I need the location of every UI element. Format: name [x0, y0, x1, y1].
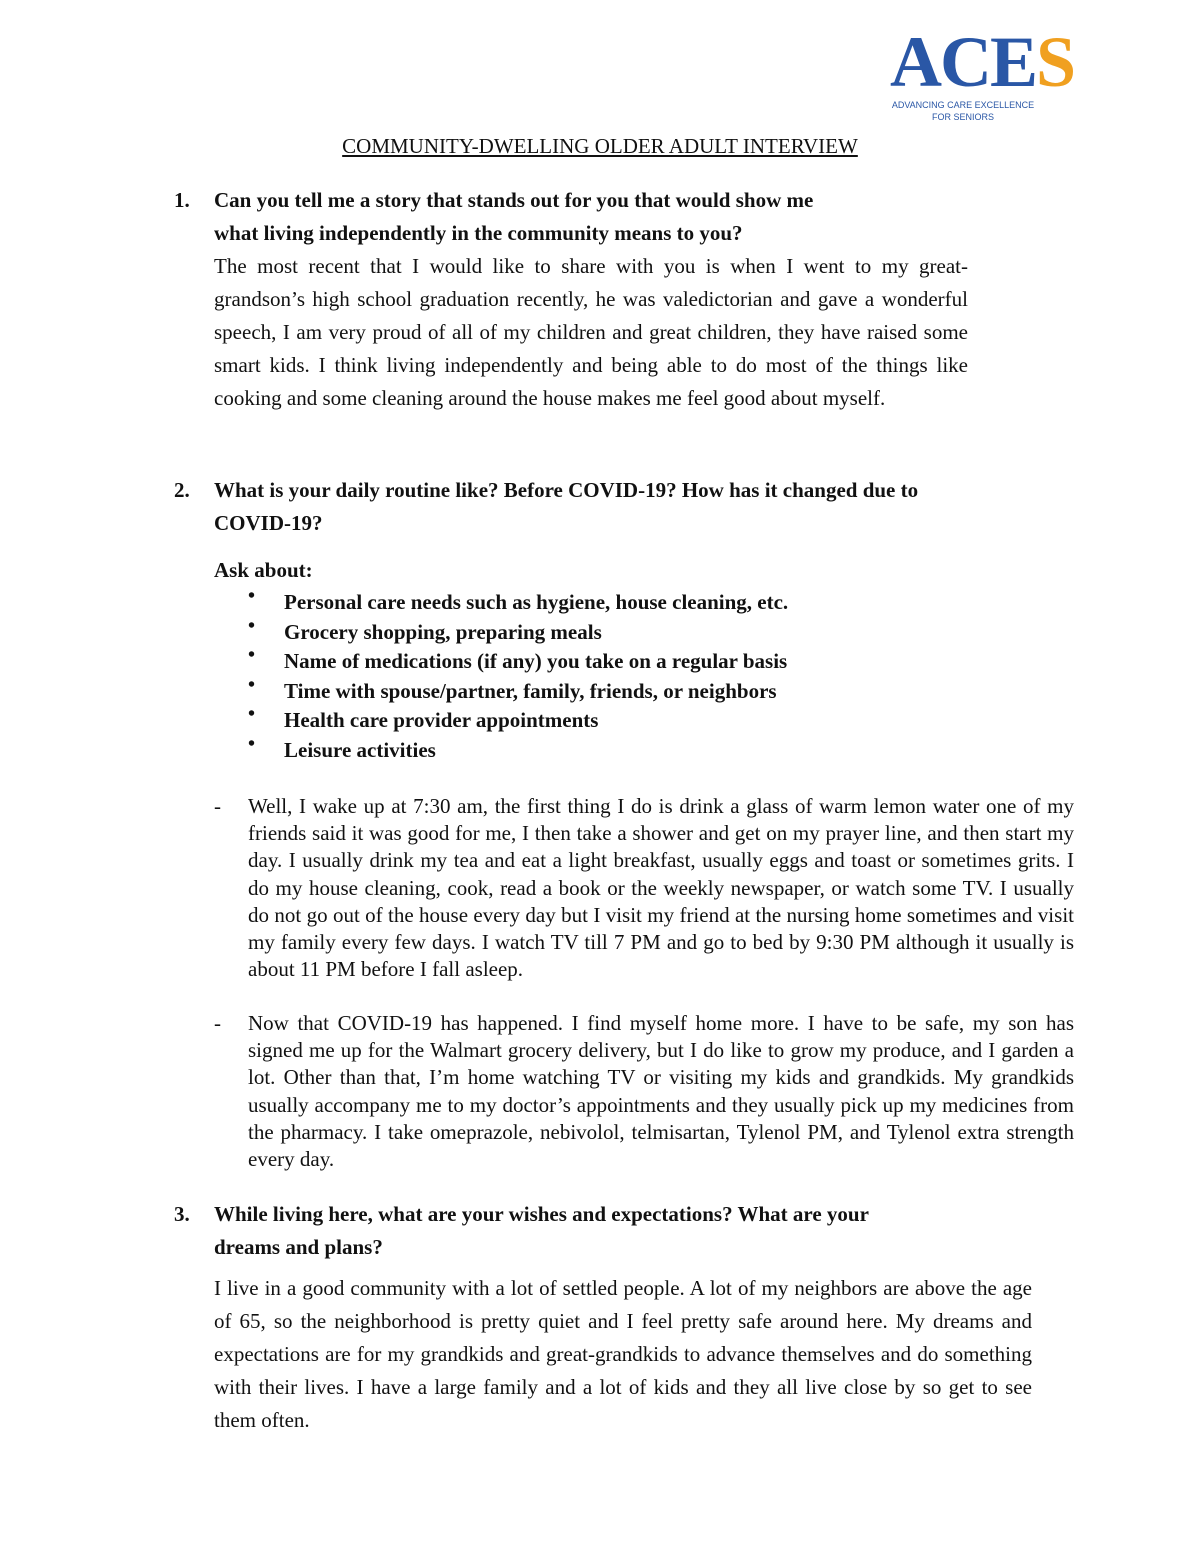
answer-3: I live in a good community with a lot of settled people. A lot of my neighbors are above the age of 65, so the neighborhood is pretty quiet and I feel pretty safe around here. My dreams and expectations are for my grandkids and great-grandkids to advance themselves and do something with their lives. I have a large family and a lot of kids and they all live close by so get to see them often.	[214, 1276, 1032, 1432]
list-item-text: Personal care needs such as hygiene, house cleaning, etc.	[284, 590, 789, 614]
list-item-text: Grocery shopping, preparing meals	[284, 619, 602, 644]
logo-wordmark	[890, 22, 1075, 102]
question-text	[214, 474, 918, 540]
dash-marker: -	[214, 1011, 221, 1035]
bullet-icon: •	[248, 673, 256, 696]
dash-marker: -	[214, 794, 221, 818]
question-number: 2.	[174, 478, 190, 502]
question-line: what living independently in the community means to you?	[214, 221, 743, 245]
ask-about-label: Ask about:	[214, 558, 313, 582]
question-text	[214, 184, 813, 250]
list-item-text: Time with spouse/partner, family, friends, or neighbors	[284, 678, 777, 703]
ask-about-list	[244, 585, 789, 765]
logo-tagline-line2: FOR SENIORS	[931, 111, 994, 122]
list-item	[244, 732, 788, 766]
list-item-text: Name of medications (if any) you take on a regular basis	[284, 649, 788, 673]
logo-wordmark-s: S	[1036, 22, 1075, 102]
bullet-icon: •	[248, 644, 256, 666]
question-line: dreams and plans?	[214, 1235, 383, 1259]
question-line: While living here, what are your wishes and expectations? What are your	[214, 1202, 869, 1226]
question-line: COVID-19?	[214, 511, 323, 535]
list-item	[244, 585, 789, 618]
question-number: 1.	[174, 188, 190, 212]
logo-tagline	[882, 100, 1044, 123]
list-item	[244, 614, 788, 648]
aces-logo	[878, 22, 1075, 130]
answer-text: Well, I wake up at 7:30 am, the first thing I do is drink a glass of warm lemon water one of my friends said it was good for me, I then take a shower and get on my prayer line, and then start my day. I usually drink my tea and eat a light breakfast, usually eggs and toast or sometimes grits. I do my house cleaning, cook, read a book or the weekly newspaper, or watch some TV. I usually do not go out of the house every day but I visit my friend at the nursing home sometimes and visit my family every few days. I watch TV till 7 PM and go to bed by 9:30 PM although it usually is about 11 PM before I fall asleep.	[248, 794, 1074, 982]
list-item	[244, 673, 788, 707]
page-title: COMMUNITY-DWELLING OLDER ADULT INTERVIEW	[342, 134, 858, 158]
bullet-icon: •	[248, 732, 256, 755]
logo-wordmark-ace: ACE	[890, 22, 1037, 102]
question-number: 3.	[174, 1202, 190, 1226]
list-item-text: Leisure activities	[284, 737, 436, 762]
list-item	[244, 703, 788, 736]
bullet-icon: •	[248, 585, 256, 607]
question-text	[214, 1198, 869, 1264]
answer-text: Now that COVID-19 has happened. I find myself home more. I have to be safe, my son has signed me up for the Walmart grocery delivery, but I do like to grow my produce, and I garden a lot. Other than that, I’m home watching TV or visiting my kids and grandkids. My grandkids usually accompany me to my doctor’s appointments and they usually pick up my medicines from the pharmacy. I take omeprazole, nebivolol, telmisartan, Tylenol PM, and Tylenol extra strength every day.	[248, 1011, 1074, 1172]
list-item-text: Health care provider appointments	[284, 708, 599, 732]
list-item	[244, 644, 788, 677]
question-line: Can you tell me a story that stands out for you that would show me	[214, 188, 814, 212]
bullet-icon: •	[248, 703, 256, 725]
answer-1: The most recent that I would like to share with you is when I went to my great-grandson’s high school graduation recently, he was valedictorian and gave a wonderful speech, I am very proud of all of my children and great children, they have raised some smart kids. I think living independently and being able to do most of the things like cooking and some cleaning around the house makes me feel good about myself.	[214, 254, 968, 410]
question-line: What is your daily routine like? Before COVID-19? How has it changed due to	[214, 478, 919, 502]
logo-tagline-line1: ADVANCING CARE EXCELLENCE	[891, 100, 1035, 110]
bullet-icon: •	[248, 614, 256, 637]
